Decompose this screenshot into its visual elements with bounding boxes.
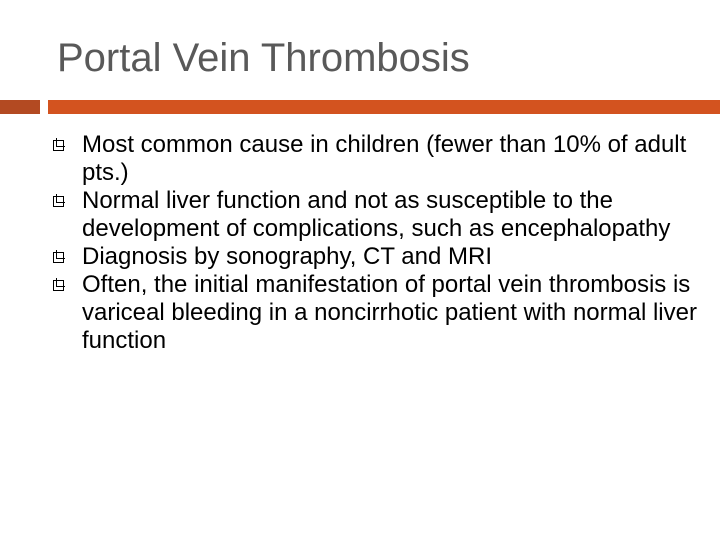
bullet-text: Normal liver function and not as susceptible to the development of complications, such as encephalopathy	[82, 187, 671, 242]
bullet-text: Diagnosis by sonography, CT and MRI	[82, 243, 492, 270]
bullet-item	[58, 271, 698, 355]
bullet-list	[58, 131, 698, 355]
slide-title: Portal Vein Thrombosis	[57, 36, 470, 80]
bullet-text: Most common cause in children (fewer than 10% of adult pts.)	[82, 131, 687, 186]
box-bullet-icon	[53, 140, 64, 151]
accent-bar-left	[0, 100, 40, 114]
accent-bar-right	[48, 100, 720, 114]
bullet-item	[58, 243, 698, 271]
bullet-text: Often, the initial manifestation of portal vein thrombosis is variceal bleeding in a noncirrhotic patient with normal liver function	[82, 271, 697, 354]
accent-bar-gap	[40, 100, 48, 114]
bullet-item	[58, 131, 698, 187]
box-bullet-icon	[53, 280, 64, 291]
box-bullet-icon	[53, 252, 64, 263]
box-bullet-icon	[53, 196, 64, 207]
bullet-item	[58, 187, 698, 243]
